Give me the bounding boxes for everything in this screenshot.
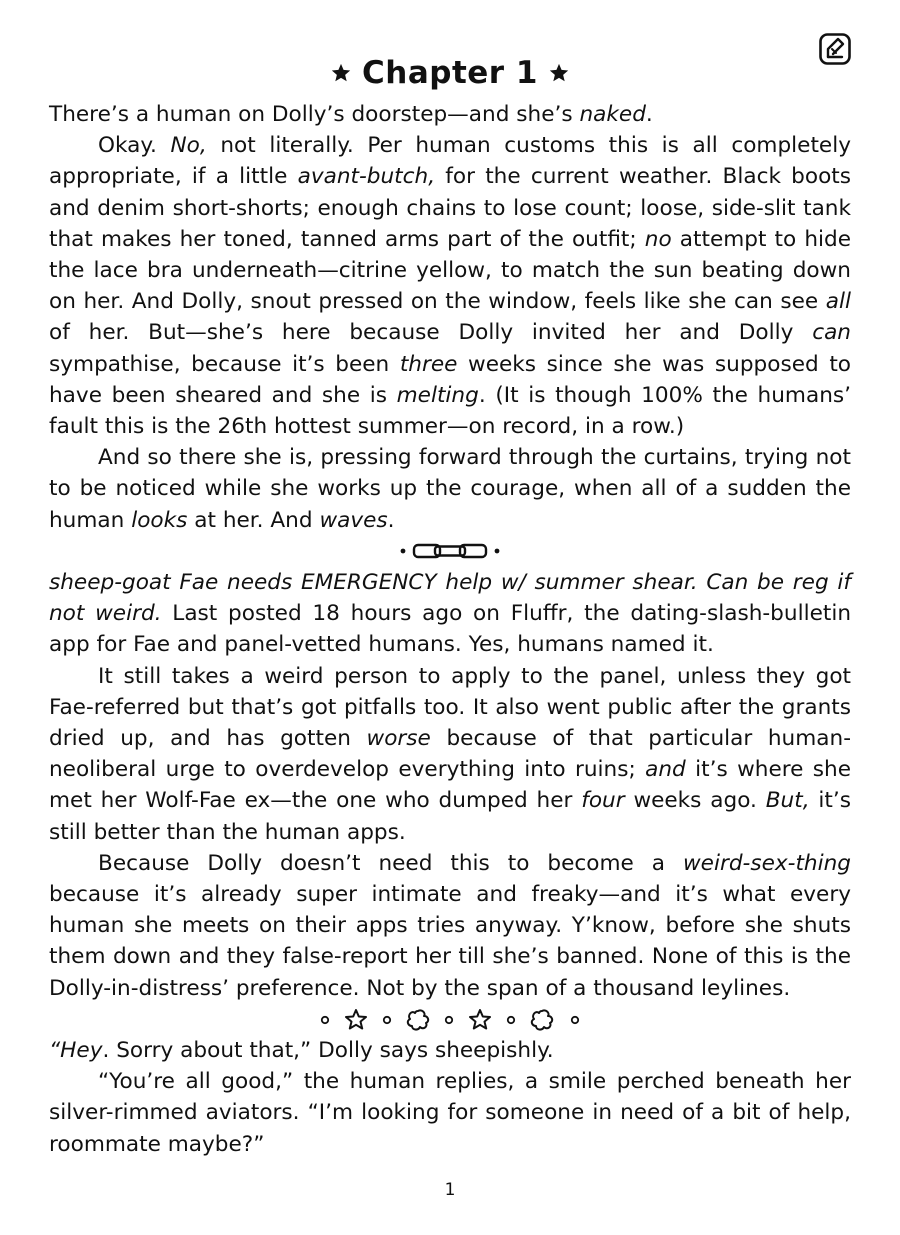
chapter-body — [49, 99, 851, 1160]
italic-text-run: worse — [366, 726, 431, 752]
paragraph — [49, 1066, 851, 1160]
star-flower-divider-icon — [319, 1007, 581, 1031]
text-run: . Sorry about that,” Dolly says sheepishly. — [102, 1038, 554, 1064]
italic-text-run: But, — [765, 788, 810, 814]
text-run: for the current weather. Black boots and denim short-shorts; enough chains to lose count; loose, side-slit tank that makes her toned, tanned arms part of the outfit; — [49, 164, 852, 252]
paragraph — [49, 848, 851, 1004]
star-icon — [330, 62, 352, 84]
italic-text-run: and — [645, 757, 686, 783]
paragraph — [49, 442, 851, 536]
text-run: sympathise, because it’s been — [49, 351, 400, 377]
text-run: . (It is though 100% the humans’ fault this is the 26th hottest summer—on record, in a row.) — [49, 382, 851, 440]
italic-text-run: four — [581, 788, 625, 814]
text-run: because it’s already super intimate and freaky—and it’s what every human she meets on their apps tries anyway. Y’know, before she shuts them down and they false-report her till she’s banned. None of this is the Dolly-in-distress’ preference. Not by the span of a thousand leylines. — [49, 882, 851, 1001]
text-run: attempt to hide the lace bra underneath—citrine yellow, to match the sun beating down on her. And Dolly, snout pressed on the window, feels like she can see — [49, 226, 852, 315]
star-icon — [548, 62, 570, 84]
text-run: Okay. — [98, 133, 171, 159]
paragraph — [49, 661, 851, 848]
italic-text-run: No, — [170, 133, 207, 159]
text-run: it’s still better than the human apps. — [49, 788, 851, 845]
italic-text-run: all — [825, 289, 851, 315]
italic-text-run: weird-sex-thing — [683, 850, 851, 876]
text-run: . — [387, 507, 395, 533]
italic-text-run: naked — [579, 102, 646, 127]
italic-text-run: looks — [131, 507, 188, 533]
text-run: Because Dolly doesn’t need this to become a — [98, 850, 684, 876]
paragraph — [49, 99, 851, 130]
chapter-heading — [0, 50, 900, 96]
text-run: at her. And — [187, 507, 320, 533]
italic-text-run: avant-butch, — [297, 164, 436, 190]
text-run: weeks since she was supposed to have been sheared and she is — [49, 351, 851, 408]
italic-text-run: melting — [396, 382, 479, 408]
chapter-title: Chapter 1 — [362, 55, 538, 91]
chain-link-divider-icon — [395, 541, 505, 561]
text-run: of her. But—she’s here because Dolly invited her and Dolly — [49, 320, 813, 346]
text-run: It still takes a weird person to apply to the panel, unless they got Fae-referred but that’s got pitfalls too. It also went public after the grants dried up, and has gotten — [49, 663, 851, 752]
text-run: it’s where she met her Wolf-Fae ex—the one who dumped her — [49, 757, 852, 814]
italic-text-run: “Hey — [49, 1038, 103, 1064]
scene-break — [49, 536, 851, 567]
italic-text-run: sheep-goat Fae needs EMERGENCY help w/ summer shear. Can be reg if not weird. — [49, 570, 851, 627]
text-run: not literally. Per human customs this is all completely appropriate, if a little — [49, 133, 851, 190]
italic-text-run: three — [399, 351, 458, 377]
text-run: weeks ago. — [624, 788, 766, 814]
page-number: 1 — [444, 1180, 456, 1200]
paragraph — [49, 130, 851, 442]
text-run: There’s a human on Dolly’s doorstep—and she’s — [49, 102, 580, 127]
scene-break — [49, 1004, 851, 1035]
text-run: “You’re all good,” the human replies, a smile perched beneath her silver-rimmed aviators. “I’m looking for someone in need of a bit of help, roommate maybe?” — [49, 1069, 851, 1157]
paragraph — [49, 1035, 851, 1066]
italic-text-run: can — [812, 320, 851, 346]
text-run: And so there she is, pressing forward through the curtains, trying not to be noticed while she works up the courage, when all of a sudden the human — [49, 445, 851, 533]
italic-text-run: waves — [319, 507, 388, 533]
paragraph — [49, 567, 851, 661]
text-run: . — [645, 102, 653, 127]
text-run: because of that particular human-neoliberal urge to overdevelop everything into ruins; — [49, 726, 851, 783]
italic-text-run: no — [644, 226, 672, 252]
text-run: Last posted 18 hours ago on Fluffr, the dating-slash-bulletin app for Fae and panel-vetted humans. Yes, humans named it. — [49, 601, 852, 658]
